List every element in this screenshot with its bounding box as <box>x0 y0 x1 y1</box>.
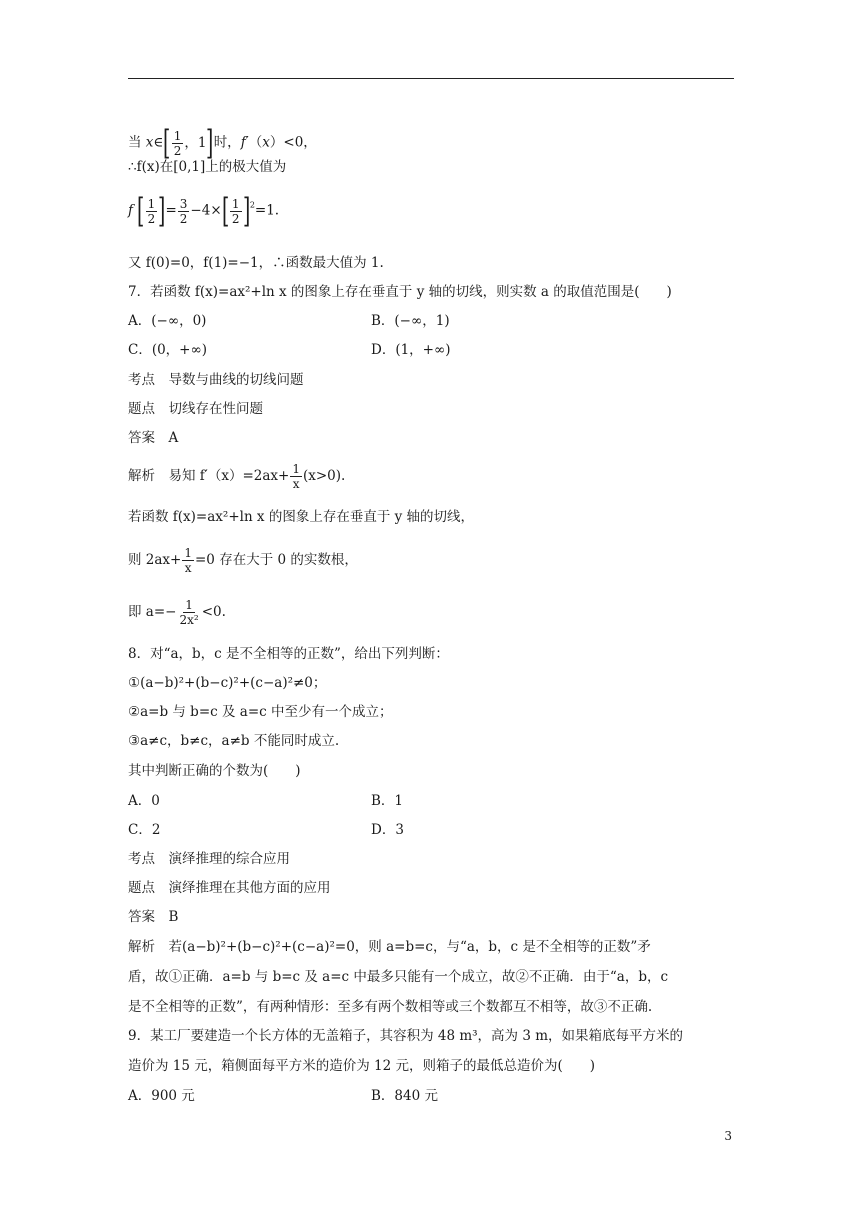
text-line: 当 x∈ [ $\frac{1}{2}$ ，1 ] 时，f′（x）<0， <box>128 123 317 163</box>
fraction: $\frac{1}{2}$ <box>147 196 156 226</box>
analysis-line: 解析 易知 f′（x）=2ax+ $\frac{1}{x}$ (x>0). <box>128 462 346 491</box>
page-number: 3 <box>724 1129 732 1143</box>
answer-label: 答案 A <box>128 430 179 446</box>
text-line: ∴f(x)在[0,1]上的极大值为 <box>128 159 287 175</box>
judgement-1: ①(a−b)²+(b−c)²+(c−a)²≠0； <box>128 675 327 691</box>
text-line: f [ $\frac{1}{2}$ ] = $\frac{3}{2}$ −4× [ $\frac{1}{2}$ ] $^2$=1. <box>128 191 280 231</box>
fraction: $\frac{3}{2}$ <box>179 196 188 226</box>
answer-label: 答案 B <box>128 909 179 925</box>
subtopic-label: 题点 切线存在性问题 <box>128 401 263 417</box>
header-rule <box>128 78 734 79</box>
topic-label: 考点 演绎推理的综合应用 <box>128 851 290 867</box>
question-7: 7．若函数 f(x)=ax²+ln x 的图象上存在垂直于 y 轴的切线，则实数 a 的取值范围是( ) <box>128 284 672 300</box>
question-prompt: 其中判断正确的个数为( ) <box>128 763 301 779</box>
subtopic-label: 题点 演绎推理在其他方面的应用 <box>128 880 331 896</box>
analysis-line: 是不全相等的正数”，有两种情形：至多有两个数相等或三个数都互不相等，故③不正确. <box>128 999 653 1015</box>
option-a: A．900 元 <box>128 1088 195 1104</box>
judgement-2: ②a=b 与 b=c 及 a=c 中至少有一个成立； <box>128 704 393 720</box>
fraction: $\frac{1}{\text{2x²}}$ <box>179 598 199 627</box>
question-8: 8．对“a，b，c 是不全相等的正数”，给出下列判断： <box>128 646 449 662</box>
fraction: $\frac{1}{2}$ <box>231 196 240 226</box>
analysis-line: 则 2ax+ $\frac{1}{x}$ =0 存在大于 0 的实数根， <box>128 546 358 575</box>
option-a: A．(−∞，0) <box>128 313 207 329</box>
option-c: C．2 <box>128 822 161 838</box>
analysis-line: 解析 若(a−b)²+(b−c)²+(c−a)²=0，则 a=b=c，与“a，b，c 是不全相等的正数”矛 <box>128 939 651 955</box>
option-b: B．1 <box>371 793 404 809</box>
fraction: $\frac{1}{x}$ <box>292 462 300 491</box>
option-d: D．3 <box>371 822 404 838</box>
option-b: B．(−∞，1) <box>371 313 450 329</box>
topic-label: 考点 导数与曲线的切线问题 <box>128 372 304 388</box>
question-9: 9．某工厂要建造一个长方体的无盖箱子，其容积为 48 m³，高为 3 m，如果箱底每平方米的 <box>128 1028 684 1044</box>
option-b: B．840 元 <box>371 1088 438 1104</box>
analysis-line: 盾，故①正确．a=b 与 b=c 及 a=c 中最多只能有一个成立，故②不正确．由于“a，b，c <box>128 969 669 985</box>
question-9-cont: 造价为 15 元，箱侧面每平方米的造价为 12 元，则箱子的最低总造价为( ) <box>128 1058 596 1074</box>
judgement-3: ③a≠c，b≠c，a≠b 不能同时成立. <box>128 733 340 749</box>
option-d: D．(1，+∞) <box>371 342 451 358</box>
analysis-line: 即 a=− $\frac{1}{\text{2x²}}$ <0. <box>128 598 226 627</box>
fraction: $\frac{1}{2}$ <box>173 128 182 158</box>
option-row <box>128 312 206 330</box>
option-a: A．0 <box>128 793 160 809</box>
text-line: 又 f(0)=0，f(1)=−1，∴函数最大值为 1. <box>128 255 384 271</box>
fraction: $\frac{1}{x}$ <box>184 546 192 575</box>
analysis-line: 若函数 f(x)=ax²+ln x 的图象上存在垂直于 y 轴的切线， <box>128 509 475 525</box>
option-c: C．(0，+∞) <box>128 342 208 358</box>
